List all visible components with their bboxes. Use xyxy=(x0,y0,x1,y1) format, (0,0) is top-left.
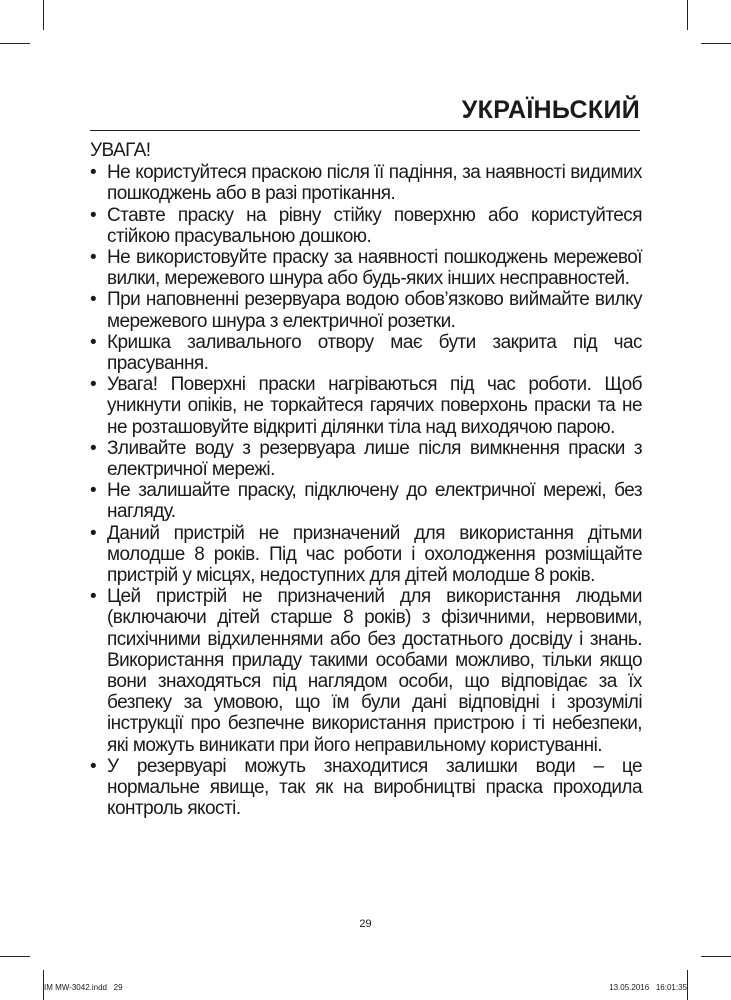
footer-file-name: IM MW-3042.indd 29 xyxy=(44,983,123,992)
list-item: • Ставте праску на рівну стійку поверхню або користуйтеся стійкою прасувальною дошкою. xyxy=(90,204,642,247)
crop-mark-top-right-horizontal xyxy=(701,43,731,44)
list-item: • Не залишайте праску, підключену до електричної мережі, без нагляду. xyxy=(90,480,642,523)
bullet-icon: • xyxy=(90,755,97,777)
footer-timestamp: 13.05.2016 16:01:35 xyxy=(609,983,687,992)
list-item: • Не користуйтеся праскою після її падіння, за наявності видимих пошкоджень або в разі протікання. xyxy=(90,162,642,205)
list-item: • При наповненні резервуара водою обов’язково виймайте вилку мережевого шнура з електричної розетки. xyxy=(90,289,642,332)
bullet-icon: • xyxy=(90,162,97,184)
bullet-icon: • xyxy=(90,586,97,608)
bullet-icon: • xyxy=(90,204,97,226)
bullet-icon: • xyxy=(90,374,97,396)
bullet-icon: • xyxy=(90,480,97,502)
warning-heading: УВАГА! xyxy=(90,140,151,161)
list-item: • У резервуарі можуть знаходитися залишки води – це нормальне явище, так як на виробництві праска проходила контроль якості. xyxy=(90,755,642,820)
page-number: 29 xyxy=(359,918,372,930)
crop-mark-bottom-right-horizontal xyxy=(701,956,731,957)
crop-mark-bottom-left-horizontal xyxy=(0,956,30,957)
language-title: УКРАЇНЬСКИЙ xyxy=(461,96,640,124)
crop-mark-bottom-right-vertical xyxy=(687,970,688,1000)
crop-mark-top-left-vertical xyxy=(43,0,44,30)
crop-mark-top-right-vertical xyxy=(687,0,688,30)
bullet-icon: • xyxy=(90,289,97,311)
bullet-icon: • xyxy=(90,331,97,353)
warning-list xyxy=(90,162,642,819)
bullet-icon: • xyxy=(90,437,97,459)
list-item: • Даний пристрій не призначений для використання дітьми молодше 8 років. Під час роботи і охолодження розміщайте пристрій у місцях, недоступних для дітей молодше 8 років. xyxy=(90,522,642,587)
list-item: • Зливайте воду з резервуара лише після вимкнення праски з електричної мережі. xyxy=(90,437,642,481)
bullet-icon: • xyxy=(90,522,97,544)
list-item: • Увага! Поверхні праски нагріваються під час роботи. Щоб уникнути опіків, не торкайтеся гарячих поверхонь праски та не не розташовуйте відкриті ділянки тіла над виходячою парою. xyxy=(90,374,642,438)
page-header xyxy=(90,96,640,131)
list-item: • Кришка заливального отвору має бути закрита під час прасування. xyxy=(90,331,642,375)
warning-section xyxy=(90,140,642,820)
list-item: • Цей пристрій не призначений для використання людьми (включаючи дітей старше 8 років) з фізичними, нервовими, психічними відхиленнями або без достатнього досвіду і знань. Використання приладу такими особами можливо, тільки якщо вони знаходяться під наглядом особи, що відповідає за їх безпеку за умовою, що їм були дані відповідні і зрозумілі інструкції про безпечне використання пристрою і ті небезпеки, які можуть виникати при його неправильному користуванні. xyxy=(90,586,642,756)
list-item: • Не використовуйте праску за наявності пошкоджень мережевої вилки, мережевого шнура або будь-яких інших несправностей. xyxy=(90,247,642,290)
crop-mark-top-left-horizontal xyxy=(0,43,30,44)
bullet-icon: • xyxy=(90,247,97,269)
